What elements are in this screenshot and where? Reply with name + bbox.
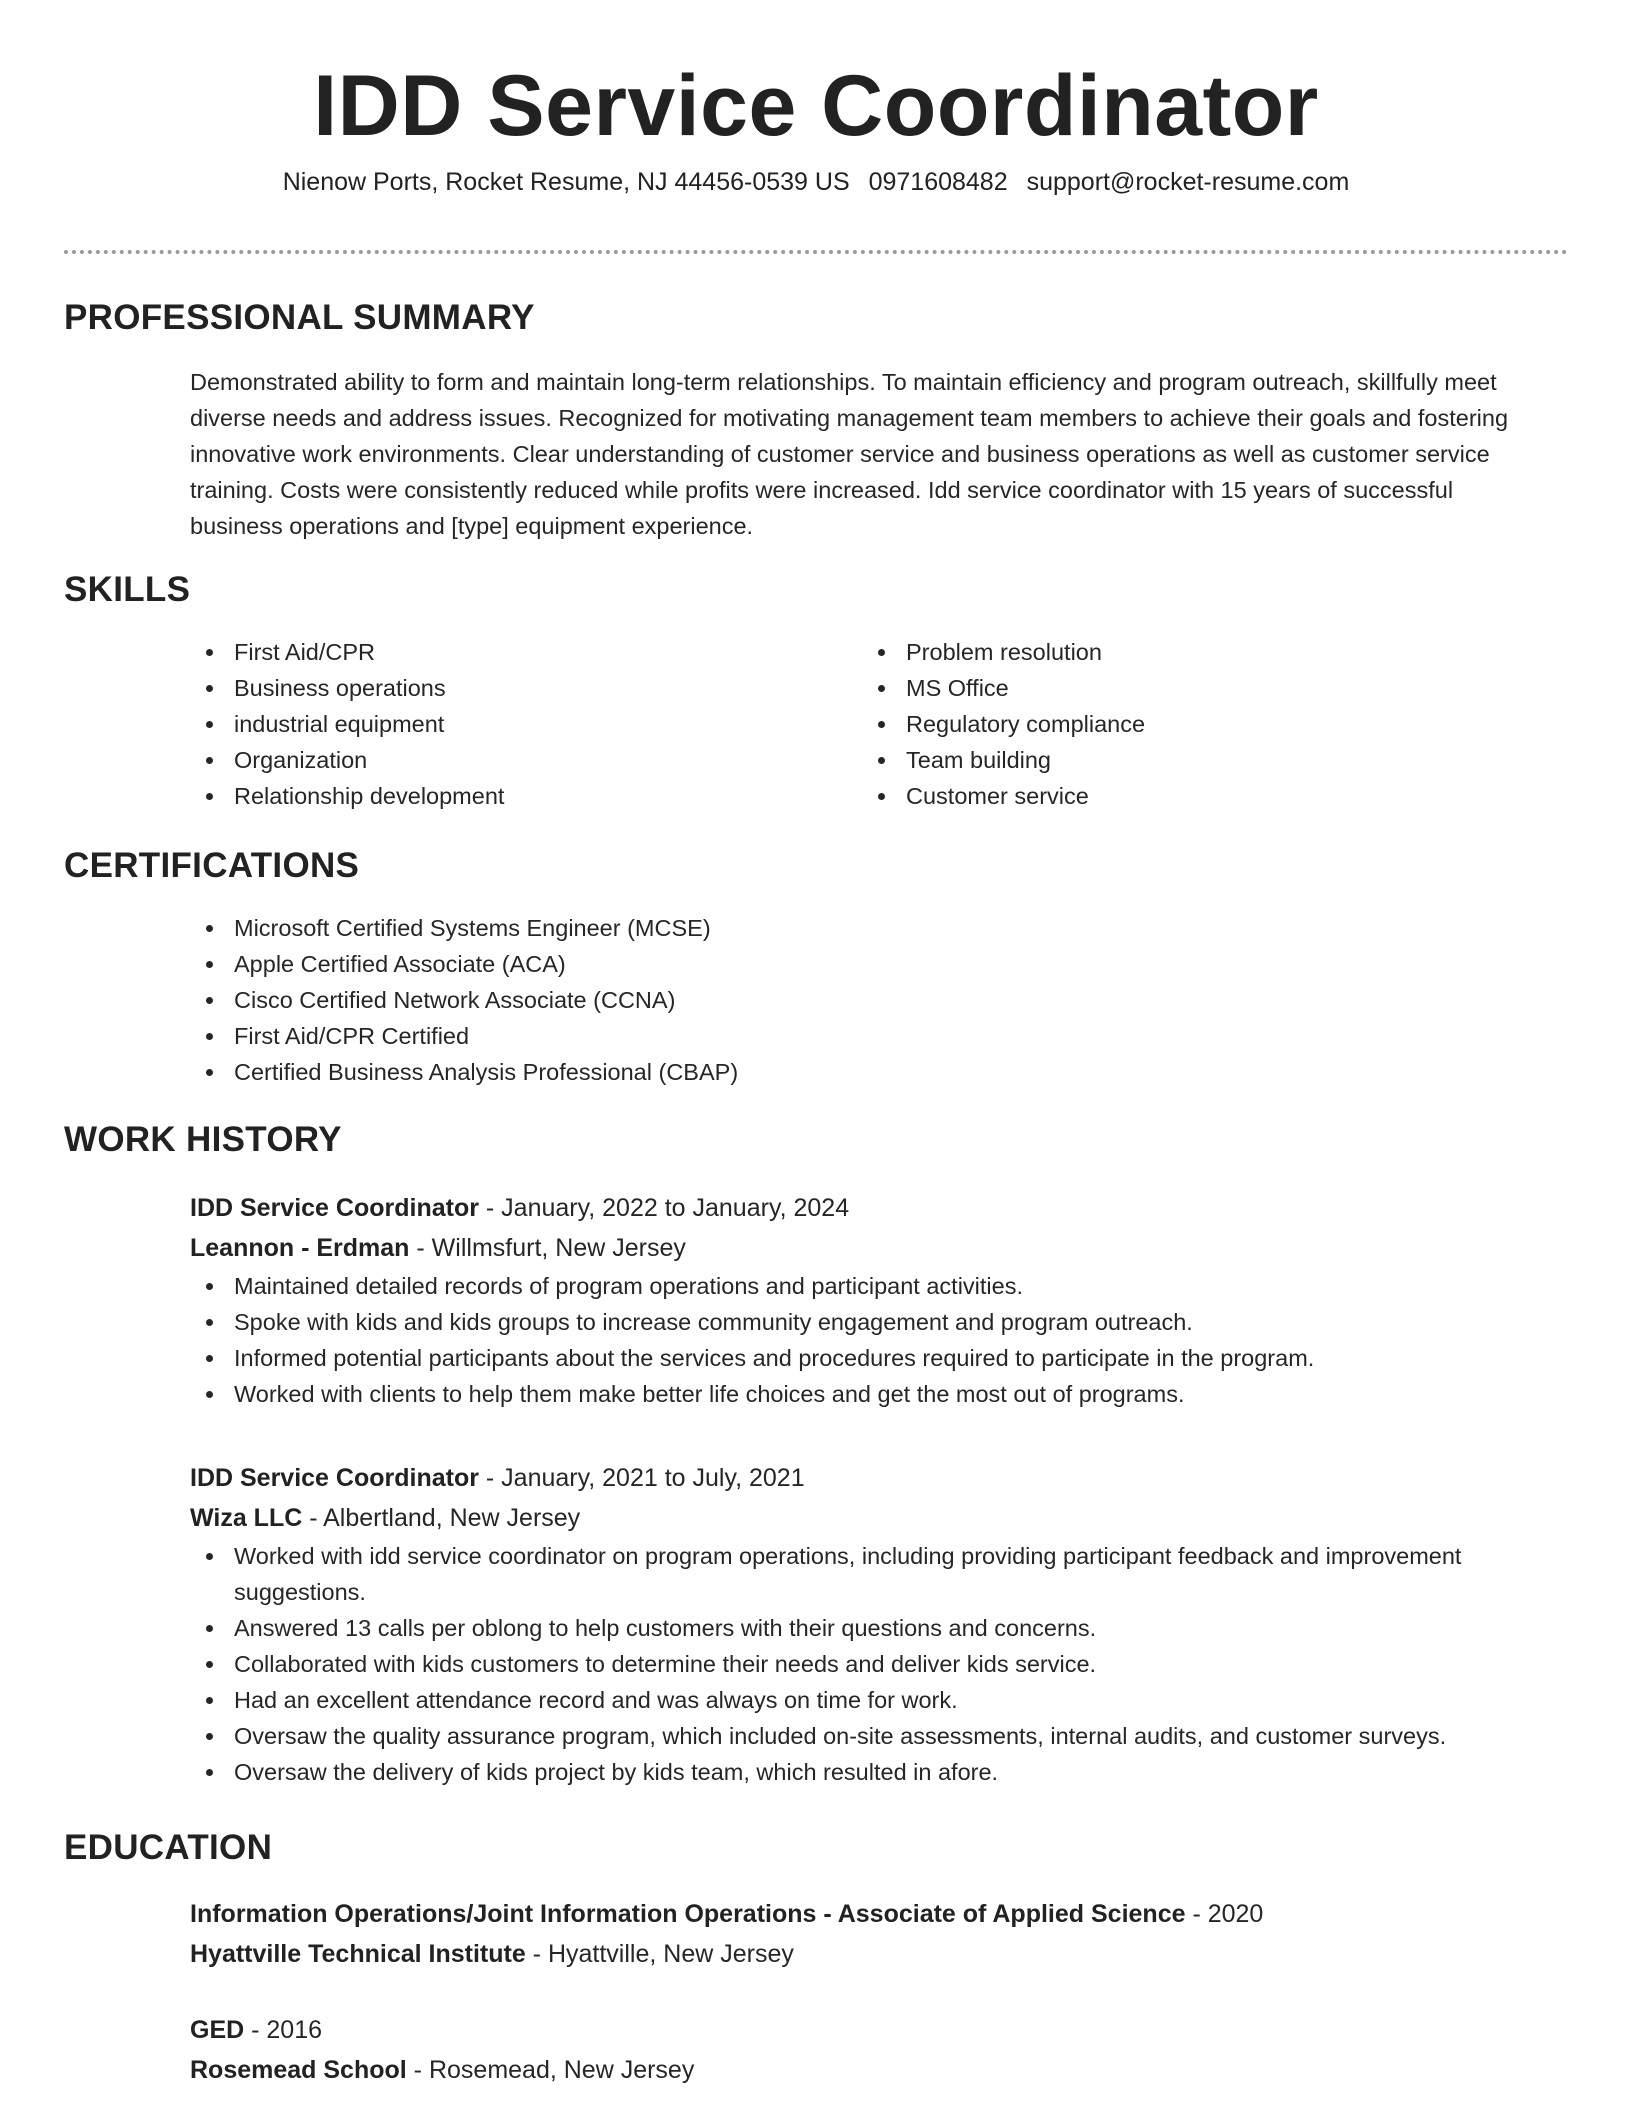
job-title-line <box>190 1188 1570 1228</box>
job-company-line <box>190 1498 1570 1538</box>
skill-item: Relationship development <box>190 778 810 814</box>
section-title-education: EDUCATION <box>64 1828 273 1867</box>
education-school-line <box>190 2050 1570 2090</box>
education-degree-line <box>190 1894 1570 1934</box>
job-entry <box>190 1188 1570 1412</box>
job-bullet: Collaborated with kids customers to determine their needs and deliver kids service. <box>190 1646 1570 1682</box>
certification-item: Certified Business Analysis Professional (CBAP) <box>190 1054 1570 1090</box>
job-dates: - January, 2022 to January, 2024 <box>478 1194 850 1222</box>
section-title-skills: SKILLS <box>64 570 191 609</box>
job-bullet: Worked with clients to help them make better life choices and get the most out of programs. <box>190 1376 1570 1412</box>
header-divider <box>64 250 1568 254</box>
resume-name: IDD Service Coordinator <box>313 58 1319 154</box>
job-bullet: Spoke with kids and kids groups to increase community engagement and program outreach. <box>190 1304 1570 1340</box>
education-school-line <box>190 1934 1570 1974</box>
education-entry <box>190 1894 1570 1974</box>
education-entry <box>190 2010 1570 2090</box>
section-title-work-history: WORK HISTORY <box>64 1120 342 1159</box>
skill-item: First Aid/CPR <box>190 634 810 670</box>
certification-item: Cisco Certified Network Associate (CCNA) <box>190 982 1570 1018</box>
education-location: - Hyattville, New Jersey <box>525 1940 794 1968</box>
education-degree-line <box>190 2010 1570 2050</box>
education-degree: GED <box>190 2016 245 2044</box>
job-location: - Willmsfurt, New Jersey <box>409 1234 686 1262</box>
job-entry <box>190 1458 1570 1790</box>
job-role: IDD Service Coordinator <box>190 1194 479 1222</box>
skill-item: industrial equipment <box>190 706 810 742</box>
skill-item: Problem resolution <box>862 634 1482 670</box>
education-school: Rosemead School <box>190 2056 407 2084</box>
job-title-line <box>190 1458 1570 1498</box>
skill-item: Team building <box>862 742 1482 778</box>
certification-item: First Aid/CPR Certified <box>190 1018 1570 1054</box>
education-school: Hyattville Technical Institute <box>190 1940 526 1968</box>
skill-item: Regulatory compliance <box>862 706 1482 742</box>
job-bullet: Maintained detailed records of program operations and participant activities. <box>190 1268 1570 1304</box>
job-bullet: Oversaw the delivery of kids project by kids team, which resulted in afore. <box>190 1754 1570 1790</box>
skills-column-right <box>862 634 1482 814</box>
contact-phone: 0971608482 <box>868 168 1008 196</box>
job-company: Wiza LLC <box>190 1504 303 1532</box>
job-bullets <box>190 1538 1570 1790</box>
job-bullet: Had an excellent attendance record and was always on time for work. <box>190 1682 1570 1718</box>
education-degree: Information Operations/Joint Information Operations - Associate of Applied Science <box>190 1900 1186 1928</box>
job-bullet: Answered 13 calls per oblong to help customers with their questions and concerns. <box>190 1610 1570 1646</box>
job-company-line <box>190 1228 1570 1268</box>
section-title-summary: PROFESSIONAL SUMMARY <box>64 298 535 337</box>
job-bullets <box>190 1268 1570 1412</box>
job-bullet: Informed potential participants about the services and procedures required to participate in the program. <box>190 1340 1570 1376</box>
skills-column-left <box>190 634 810 814</box>
contact-line <box>0 162 1632 202</box>
section-title-certifications: CERTIFICATIONS <box>64 846 360 885</box>
certifications-list <box>190 910 1570 1090</box>
education-year: - 2020 <box>1185 1900 1264 1928</box>
job-bullet: Worked with idd service coordinator on program operations, including providing participant feedback and improvement suggestions. <box>190 1538 1570 1610</box>
certification-item: Microsoft Certified Systems Engineer (MCSE) <box>190 910 1570 946</box>
contact-email: support@rocket-resume.com <box>1026 168 1350 196</box>
contact-address: Nienow Ports, Rocket Resume, NJ 44456-0539 US <box>282 168 850 196</box>
summary-text: Demonstrated ability to form and maintain long-term relationships. To maintain efficiency and program outreach, skillfully meet diverse needs and address issues. Recognized for motivating management team members to achieve their goals and fostering innovative work environments. Clear understanding of customer service and business operations as well as customer service training. Costs were consistently reduced while profits were increased. Idd service coordinator with 15 years of successful business operations and [type] equipment experience. <box>190 369 1509 539</box>
job-company: Leannon - Erdman <box>190 1234 410 1262</box>
skill-item: Customer service <box>862 778 1482 814</box>
skill-item: MS Office <box>862 670 1482 706</box>
job-bullet: Oversaw the quality assurance program, which included on-site assessments, internal audits, and customer surveys. <box>190 1718 1570 1754</box>
job-dates: - January, 2021 to July, 2021 <box>478 1464 805 1492</box>
skill-item: Business operations <box>190 670 810 706</box>
education-location: - Rosemead, New Jersey <box>406 2056 695 2084</box>
education-year: - 2016 <box>244 2016 323 2044</box>
skill-item: Organization <box>190 742 810 778</box>
certification-item: Apple Certified Associate (ACA) <box>190 946 1570 982</box>
job-role: IDD Service Coordinator <box>190 1464 479 1492</box>
job-location: - Albertland, New Jersey <box>302 1504 581 1532</box>
